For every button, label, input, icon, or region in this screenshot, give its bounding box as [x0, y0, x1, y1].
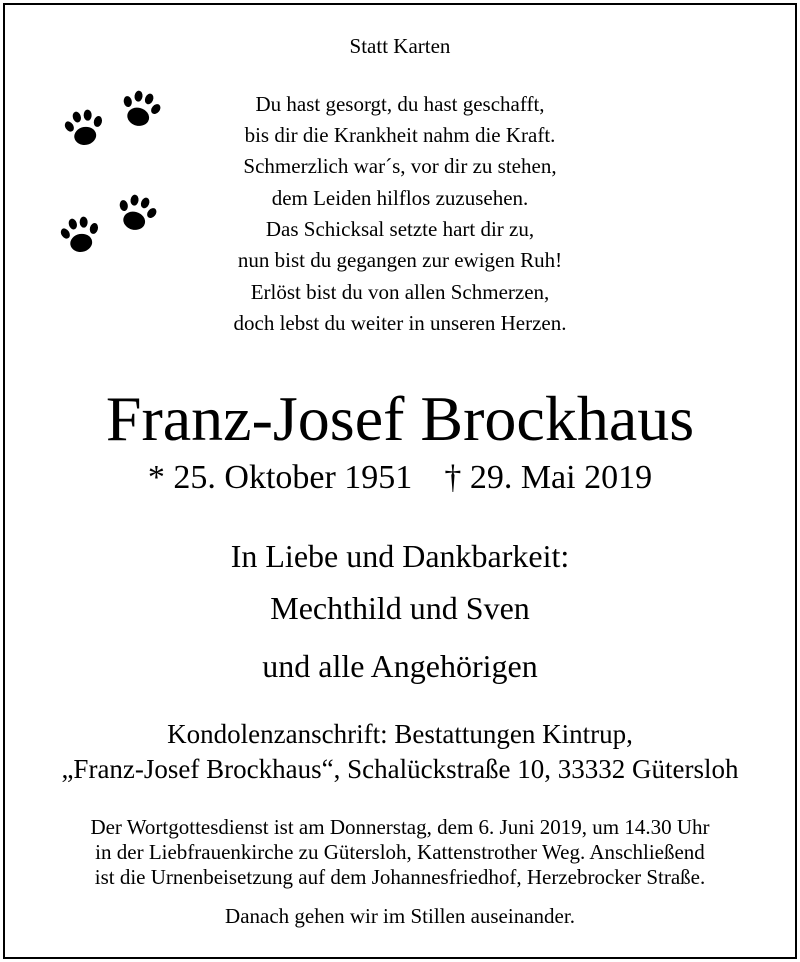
service-line: Der Wortgottesdienst ist am Donnerstag, dem 6. Juni 2019, um 14.30 Uhr [90, 815, 710, 839]
deceased-name: Franz-Josef Brockhaus [105, 383, 695, 454]
poem-line: dem Leiden hilflos zuzusehen. [271, 186, 529, 210]
closing-line: Danach gehen wir im Stillen auseinander. [225, 904, 575, 928]
header-text: Statt Karten [349, 34, 451, 58]
life-dates [0, 459, 800, 497]
mourners-relatives: und alle Angehörigen [262, 648, 538, 684]
poem-line: Das Schicksal setzte hart dir zu, [265, 217, 535, 241]
mourners-intro: In Liebe und Dankbarkeit: [230, 538, 570, 574]
condolence-line: Kondolenzanschrift: Bestattungen Kintrup, [167, 719, 633, 749]
poem-line: bis dir die Krankheit nahm die Kraft. [244, 123, 556, 147]
birth-date: * 25. Oktober 1951 [147, 459, 413, 496]
poem-line: Erlöst bist du von allen Schmerzen, [250, 280, 550, 304]
service-line: in der Liebfrauenkirche zu Gütersloh, Kattenstrother Weg. Anschließend [95, 840, 705, 864]
poem-line: nun bist du gegangen zur ewigen Ruh! [237, 248, 563, 272]
poem-line: Schmerzlich war´s, vor dir zu stehen, [243, 154, 557, 178]
death-date: † 29. Mai 2019 [444, 459, 653, 496]
poem-line: doch lebst du weiter in unseren Herzen. [233, 311, 567, 335]
condolence-address: „Franz-Josef Brockhaus“, Schalückstraße 10, 33332 Gütersloh [61, 754, 739, 784]
service-line: ist die Urnenbeisetzung auf dem Johannesfriedhof, Herzebrocker Straße. [94, 865, 706, 889]
mourners-names: Mechthild und Sven [270, 590, 530, 626]
poem-line: Du hast gesorgt, du hast geschafft, [255, 92, 545, 116]
